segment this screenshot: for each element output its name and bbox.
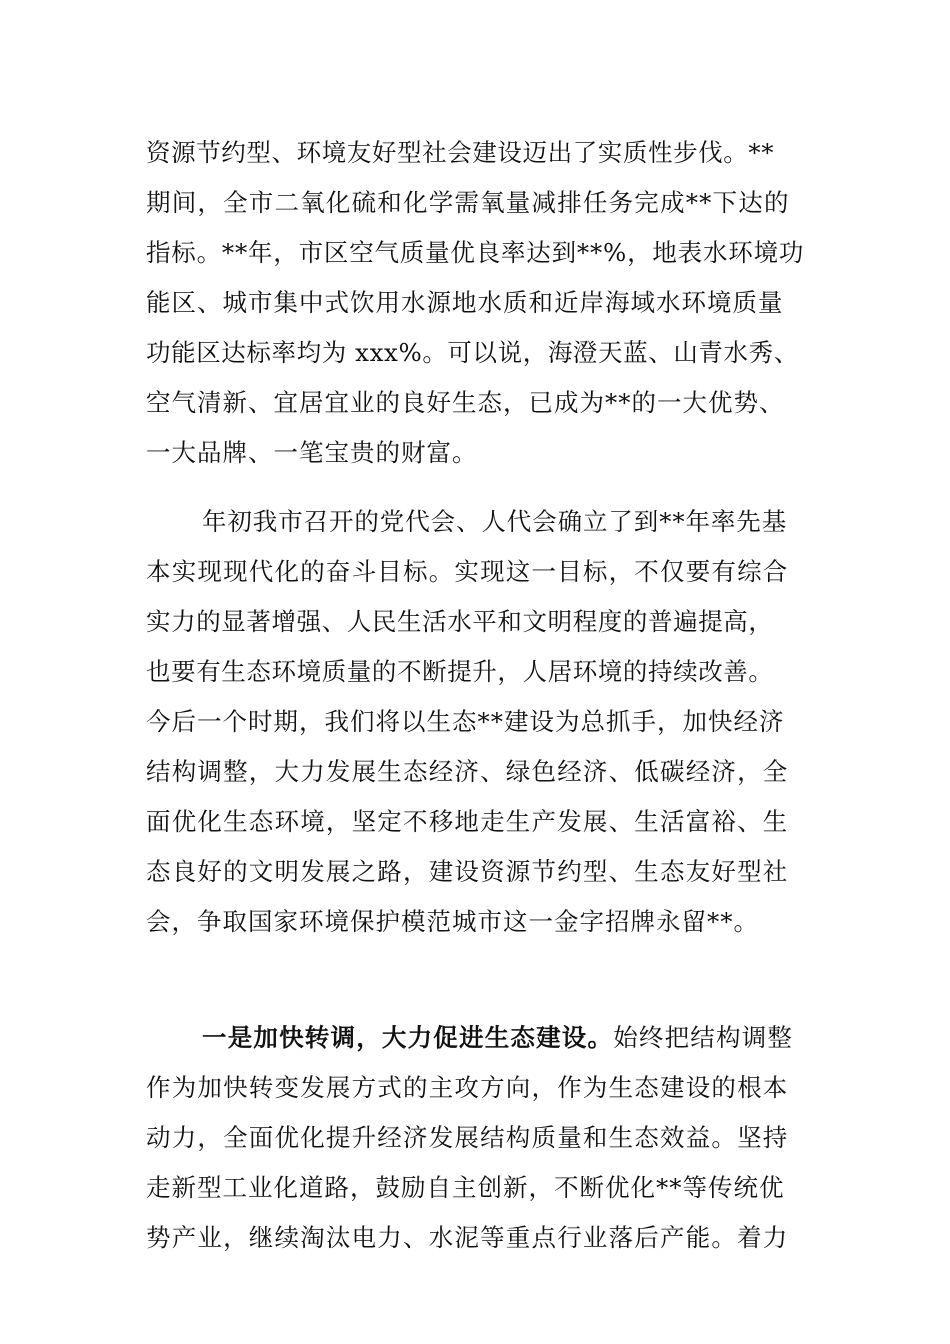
section-heading: 一是加快转调，大力促进生态建设。 bbox=[202, 1023, 614, 1052]
paragraph-line: 实力的显著增强、人民生活水平和文明程度的普遍提高， bbox=[146, 607, 774, 636]
paragraph-line: 面优化生态环境，坚定不移地走生产发展、生活富裕、生 bbox=[146, 807, 789, 836]
paragraph-line: 指标。**年，市区空气质量优良率达到**%，地表水环境功 bbox=[146, 238, 805, 267]
paragraph-line: 走新型工业化道路，鼓励自主创新，不断优化**等传统优 bbox=[146, 1173, 785, 1202]
paragraph-line bbox=[146, 1013, 806, 1063]
paragraph-line: 动力，全面优化提升经济发展结构质量和生态效益。坚持 bbox=[146, 1123, 789, 1152]
paragraph-line: 作为加快转变发展方式的主攻方向，作为生态建设的根本 bbox=[146, 1073, 789, 1102]
paragraph-line: 空气清新、宜居宜业的良好生态，已成为**的一大优势、 bbox=[146, 388, 785, 417]
paragraph-line: 本实现现代化的奋斗目标。实现这一目标，不仅要有综合 bbox=[146, 557, 789, 586]
paragraph-line: 资源节约型、环境友好型社会建设迈出了实质性步伐。** bbox=[146, 138, 775, 167]
paragraph-3 bbox=[146, 1013, 806, 1263]
paragraph-line: 功能区达标率均为 xxx%。可以说，海澄天蓝、山青水秀、 bbox=[146, 338, 799, 367]
paragraph-line: 年初我市召开的党代会、人代会确立了到**年率先基 bbox=[202, 507, 788, 536]
paragraph-line: 也要有生态环境质量的不断提升，人居环境的持续改善。 bbox=[146, 657, 774, 686]
paragraph-1 bbox=[146, 128, 806, 478]
paragraph-line: 一大品牌、一笔宝贵的财富。 bbox=[146, 438, 478, 467]
paragraph-line: 态良好的文明发展之路，建设资源节约型、生态友好型社 bbox=[146, 857, 789, 886]
paragraph-line: 结构调整，大力发展生态经济、绿色经济、低碳经济，全 bbox=[146, 757, 789, 786]
paragraph-line: 会，争取国家环境保护模范城市这一金字招牌永留**。 bbox=[146, 907, 759, 936]
paragraph-line: 能区、城市集中式饮用水源地水质和近岸海域水环境质量 bbox=[146, 288, 784, 317]
paragraph-line: 今后一个时期，我们将以生态**建设为总抓手，加快经济 bbox=[146, 707, 785, 736]
paragraph-line: 势产业，继续淘汰电力、水泥等重点行业落后产能。着力 bbox=[146, 1223, 789, 1252]
paragraph-line: 期间，全市二氧化硫和化学需氧量减排任务完成**下达的 bbox=[146, 188, 790, 217]
paragraph-2 bbox=[146, 497, 806, 947]
paragraph-text: 始终把结构调整 bbox=[613, 1023, 794, 1052]
